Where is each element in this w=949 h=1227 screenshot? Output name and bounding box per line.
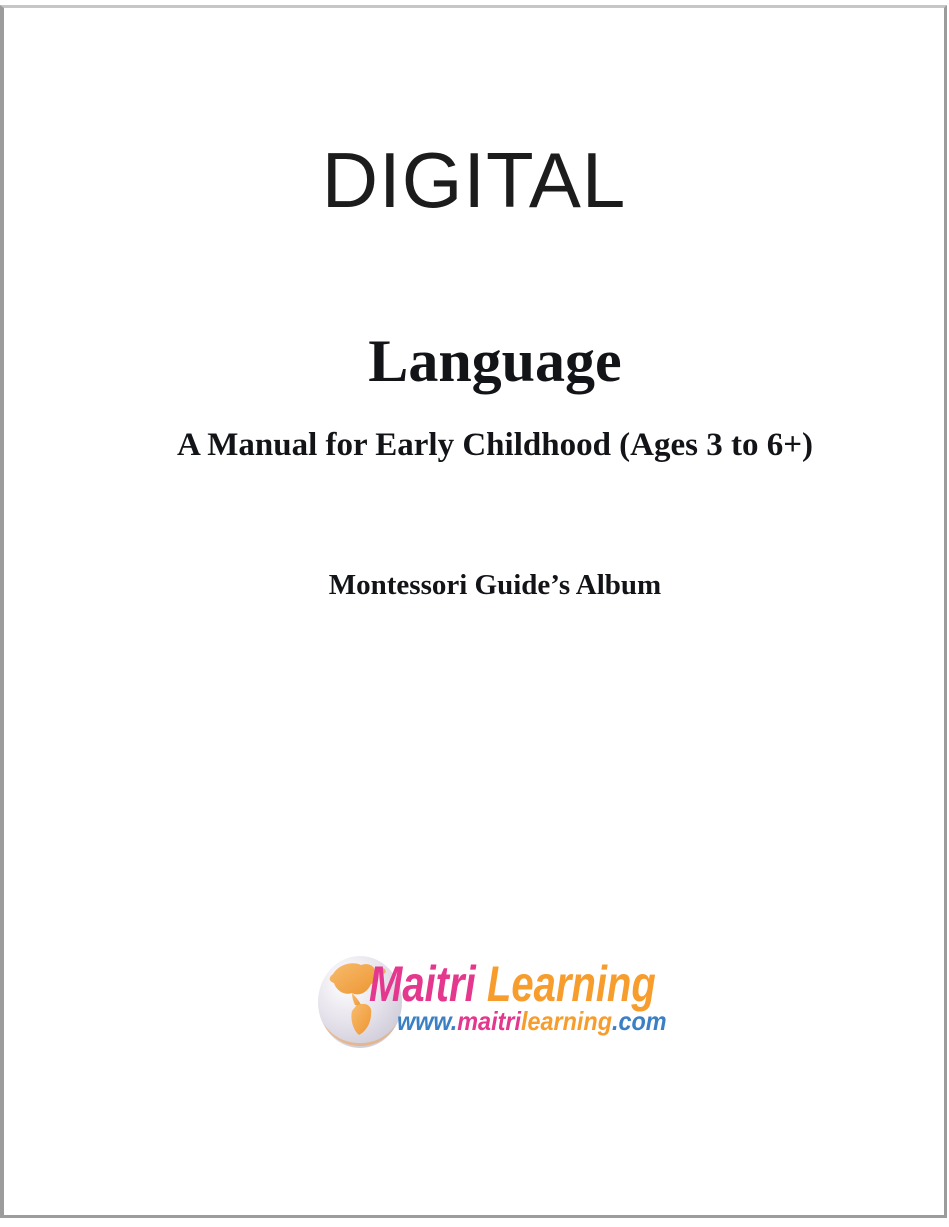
logo-word-maitri: Maitri: [369, 956, 476, 1012]
url-com: .com: [612, 1006, 667, 1036]
document-subtitle: A Manual for Early Childhood (Ages 3 to 6+): [176, 427, 814, 463]
logo-url: [397, 1008, 667, 1034]
logo-word-learning: Learning: [486, 956, 656, 1012]
url-maitri: maitri: [457, 1006, 521, 1036]
maitri-learning-logo: [317, 950, 697, 1065]
edition-label: DIGITAL: [321, 136, 627, 224]
album-line: Montessori Guide’s Album: [328, 569, 662, 601]
document-page: [0, 5, 947, 1218]
url-www: www.: [397, 1006, 458, 1036]
url-learning: learning: [520, 1006, 613, 1036]
logo-brand-text: [369, 956, 656, 1012]
document-title: Language: [368, 328, 622, 394]
